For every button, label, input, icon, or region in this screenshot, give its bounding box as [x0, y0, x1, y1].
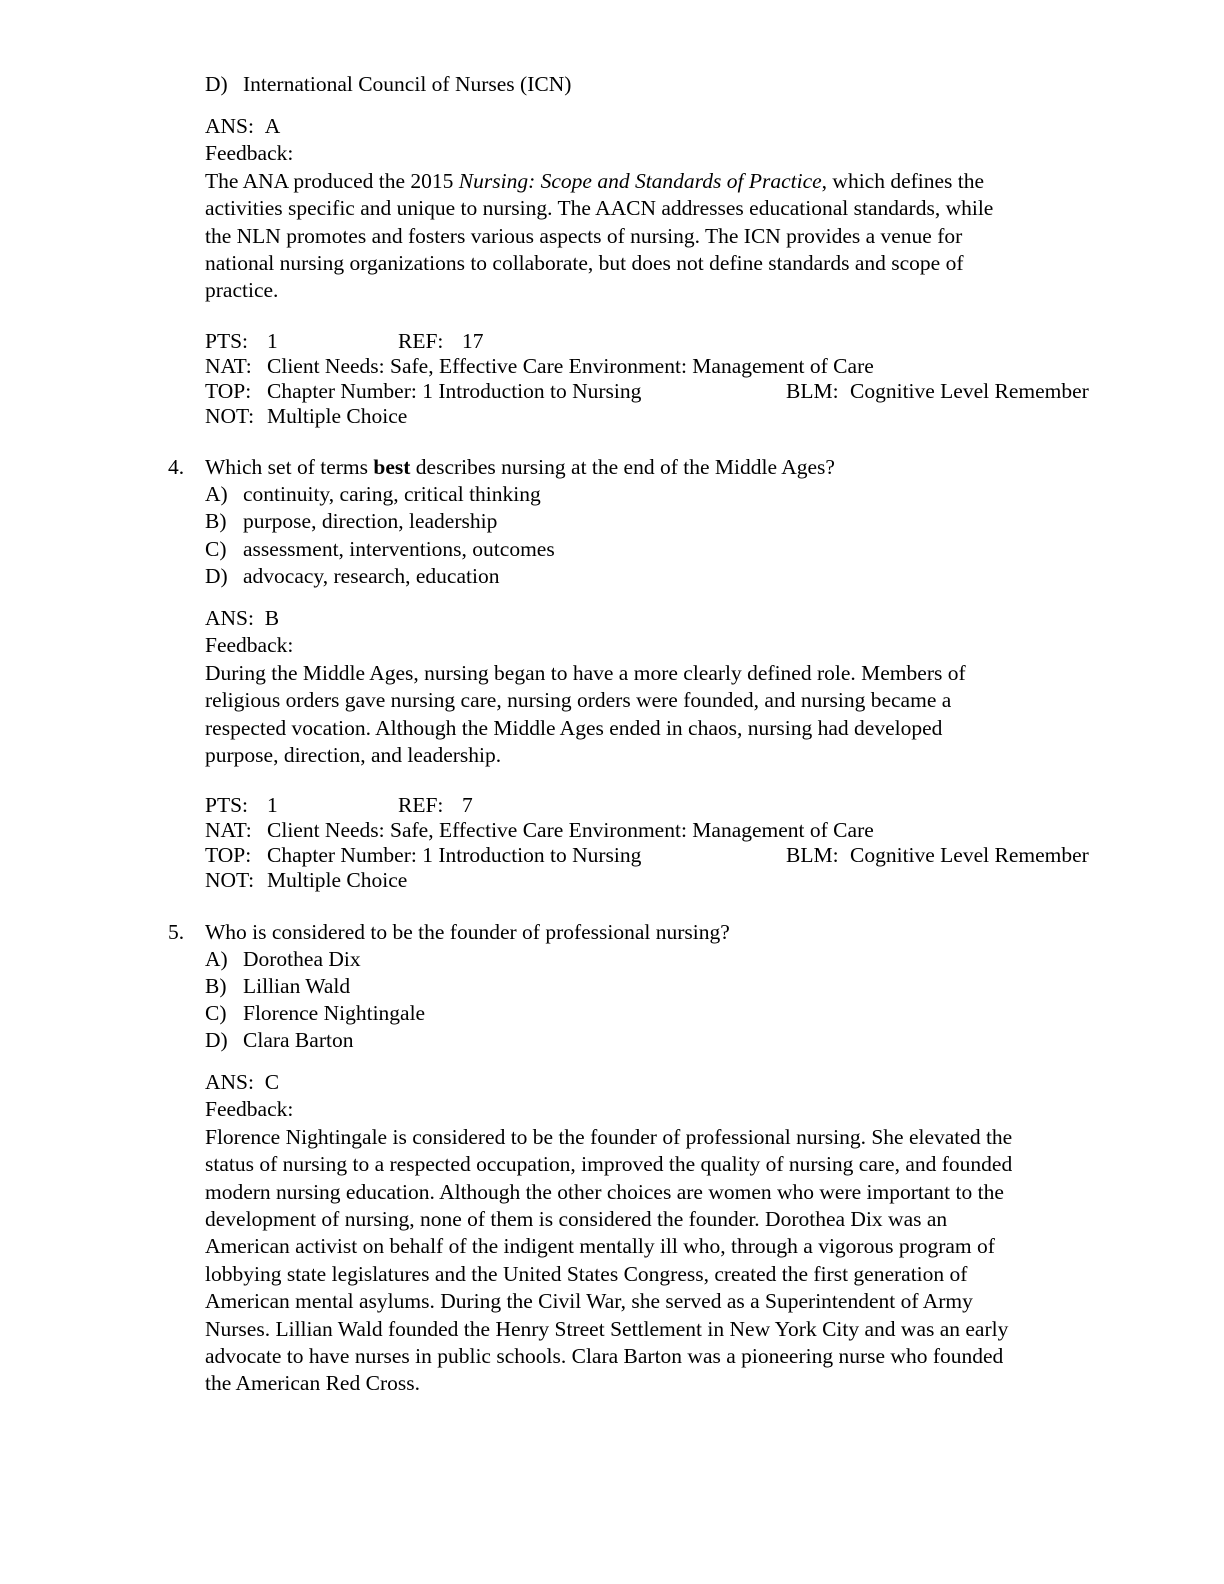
- nat-value: Client Needs: Safe, Effective Care Environment: Management of Care: [267, 818, 874, 842]
- q5-option-a: [205, 946, 361, 973]
- ans-label: ANS:: [205, 606, 254, 630]
- top-value: Chapter Number: 1 Introduction to Nursing: [267, 379, 642, 403]
- not-row: [205, 404, 1105, 429]
- option-text: advocacy, research, education: [243, 564, 500, 588]
- q5-feedback-line-7: American mental asylums. During the Civil War, she served as a Superintendent of Army: [205, 1289, 973, 1314]
- option-text: purpose, direction, leadership: [243, 509, 498, 533]
- ans-value: B: [264, 606, 280, 630]
- q5-answer-block: [205, 1069, 1105, 1398]
- option-text: Lillian Wald: [243, 974, 351, 998]
- nat-label: NAT:: [205, 354, 252, 378]
- pts-label: PTS:: [205, 329, 249, 353]
- q5-feedback-line-9: advocate to have nurses in public schools. Clara Barton was a pioneering nurse who founded: [205, 1344, 1004, 1369]
- q3-feedback-line-5: practice.: [205, 278, 279, 303]
- not-row: [205, 868, 1105, 893]
- q3-answer: [205, 113, 1105, 140]
- blm-value: Cognitive Level Remember: [850, 843, 1089, 867]
- q4-stem: [205, 454, 835, 481]
- q4-option-d: [205, 563, 499, 590]
- option-letter: A): [205, 947, 228, 971]
- not-label: NOT:: [205, 868, 255, 892]
- not-value: Multiple Choice: [267, 404, 408, 428]
- q5-feedback-line-5: American activist on behalf of the indigent mentally ill who, through a vigorous program of: [205, 1234, 995, 1259]
- q5-feedback-line-6: lobbying state legislatures and the United States Congress, created the first generation of: [205, 1261, 968, 1286]
- blm-value: Cognitive Level Remember: [850, 379, 1089, 403]
- q3-feedback-line-1: [205, 168, 1105, 195]
- option-letter: D): [205, 1028, 228, 1052]
- ref-label: REF:: [398, 329, 444, 353]
- pts-value: 1: [267, 329, 278, 353]
- pts-ref-row: [205, 793, 1105, 818]
- not-label: NOT:: [205, 404, 255, 428]
- q3-feedback-line-3: the NLN promotes and fosters various aspects of nursing. The ICN provides a venue for: [205, 223, 963, 248]
- top-value: Chapter Number: 1 Introduction to Nursing: [267, 843, 642, 867]
- top-label: TOP:: [205, 379, 252, 403]
- blm-label: BLM:: [786, 379, 839, 403]
- q4-option-a: [205, 481, 541, 508]
- q5-option-d: [205, 1027, 353, 1054]
- ans-value: C: [264, 1070, 280, 1094]
- q3-metadata: [205, 329, 1105, 429]
- q4-answer: [205, 605, 1105, 632]
- nat-label: NAT:: [205, 818, 252, 842]
- q5-feedback-line-2: status of nursing to a respected occupation, improved the quality of nursing care, and founded: [205, 1152, 1013, 1177]
- ans-label: ANS:: [205, 1070, 254, 1094]
- not-value: Multiple Choice: [267, 868, 408, 892]
- feedback-text: , which defines the: [821, 168, 985, 193]
- q5-option-b: [205, 973, 350, 1000]
- option-letter: A): [205, 482, 228, 506]
- feedback-text: The ANA produced the 2015: [205, 168, 459, 193]
- option-letter: D): [205, 72, 228, 96]
- q4-option-b: [205, 508, 497, 535]
- top-blm-row: [205, 843, 1105, 868]
- q4-feedback-line-1: During the Middle Ages, nursing began to have a more clearly defined role. Members of: [205, 660, 966, 685]
- feedback-title-italic: Nursing: Scope and Standards of Practice: [458, 168, 822, 193]
- q3-feedback-line-4: national nursing organizations to collaborate, but does not define standards and scope of: [205, 251, 964, 276]
- q5-feedback-line-10: the American Red Cross.: [205, 1371, 420, 1396]
- q4-feedback-line-2: religious orders gave nursing care, nursing orders were founded, and nursing became a: [205, 688, 952, 713]
- option-letter: C): [205, 1001, 227, 1025]
- stem-text: Which set of terms: [205, 455, 374, 479]
- option-text: continuity, caring, critical thinking: [243, 482, 541, 506]
- pts-ref-row: [205, 329, 1105, 354]
- option-letter: B): [205, 974, 227, 998]
- q5-feedback-line-1: Florence Nightingale is considered to be the founder of professional nursing. She elevated the: [205, 1124, 1013, 1149]
- q3-option-d: [205, 71, 571, 98]
- option-text: assessment, interventions, outcomes: [243, 537, 555, 561]
- q5-feedback-line-8: Nurses. Lillian Wald founded the Henry Street Settlement in New York City and was an early: [205, 1316, 1009, 1341]
- q4-option-c: [205, 536, 555, 563]
- pts-value: 1: [267, 793, 278, 817]
- nat-row: [205, 354, 1105, 379]
- q5-feedback-label: Feedback:: [205, 1097, 294, 1122]
- option-text: Florence Nightingale: [243, 1001, 426, 1025]
- top-label: TOP:: [205, 843, 252, 867]
- q3-answer-block: [205, 113, 1105, 305]
- option-letter: D): [205, 564, 228, 588]
- stem-text: describes nursing at the end of the Middle Ages?: [410, 455, 835, 479]
- ref-label: REF:: [398, 793, 444, 817]
- nat-row: [205, 818, 1105, 843]
- q3-feedback-label: Feedback:: [205, 141, 294, 166]
- q4-feedback-label: Feedback:: [205, 633, 294, 658]
- q4-answer-block: [205, 605, 1105, 769]
- q5-answer: [205, 1069, 1105, 1096]
- q5-stem: Who is considered to be the founder of professional nursing?: [205, 920, 730, 944]
- q4-feedback-line-3: respected vocation. Although the Middle Ages ended in chaos, nursing had developed: [205, 715, 943, 740]
- pts-label: PTS:: [205, 793, 249, 817]
- q3-feedback-line-2: activities specific and unique to nursing. The AACN addresses educational standards, while: [205, 196, 994, 221]
- stem-emphasis: best: [373, 455, 411, 479]
- q4-metadata: [205, 793, 1105, 893]
- ref-value: 17: [462, 329, 484, 353]
- option-letter: B): [205, 509, 227, 533]
- option-letter: C): [205, 537, 227, 561]
- blm-label: BLM:: [786, 843, 839, 867]
- ans-label: ANS:: [205, 114, 254, 138]
- q5-option-c: [205, 1000, 425, 1027]
- q5-feedback-line-3: modern nursing education. Although the other choices are women who were important to the: [205, 1179, 1004, 1204]
- q4-number: 4.: [168, 455, 185, 479]
- nat-value: Client Needs: Safe, Effective Care Environment: Management of Care: [267, 354, 874, 378]
- ans-value: A: [264, 114, 281, 138]
- q5-feedback-line-4: development of nursing, none of them is considered the founder. Dorothea Dix was an: [205, 1207, 948, 1232]
- q5-number: 5.: [168, 920, 185, 944]
- option-text: Dorothea Dix: [243, 947, 361, 971]
- top-blm-row: [205, 379, 1105, 404]
- option-text: Clara Barton: [243, 1028, 354, 1052]
- ref-value: 7: [462, 793, 473, 817]
- option-text: International Council of Nurses (ICN): [243, 72, 572, 96]
- q4-feedback-line-4: purpose, direction, and leadership.: [205, 743, 502, 768]
